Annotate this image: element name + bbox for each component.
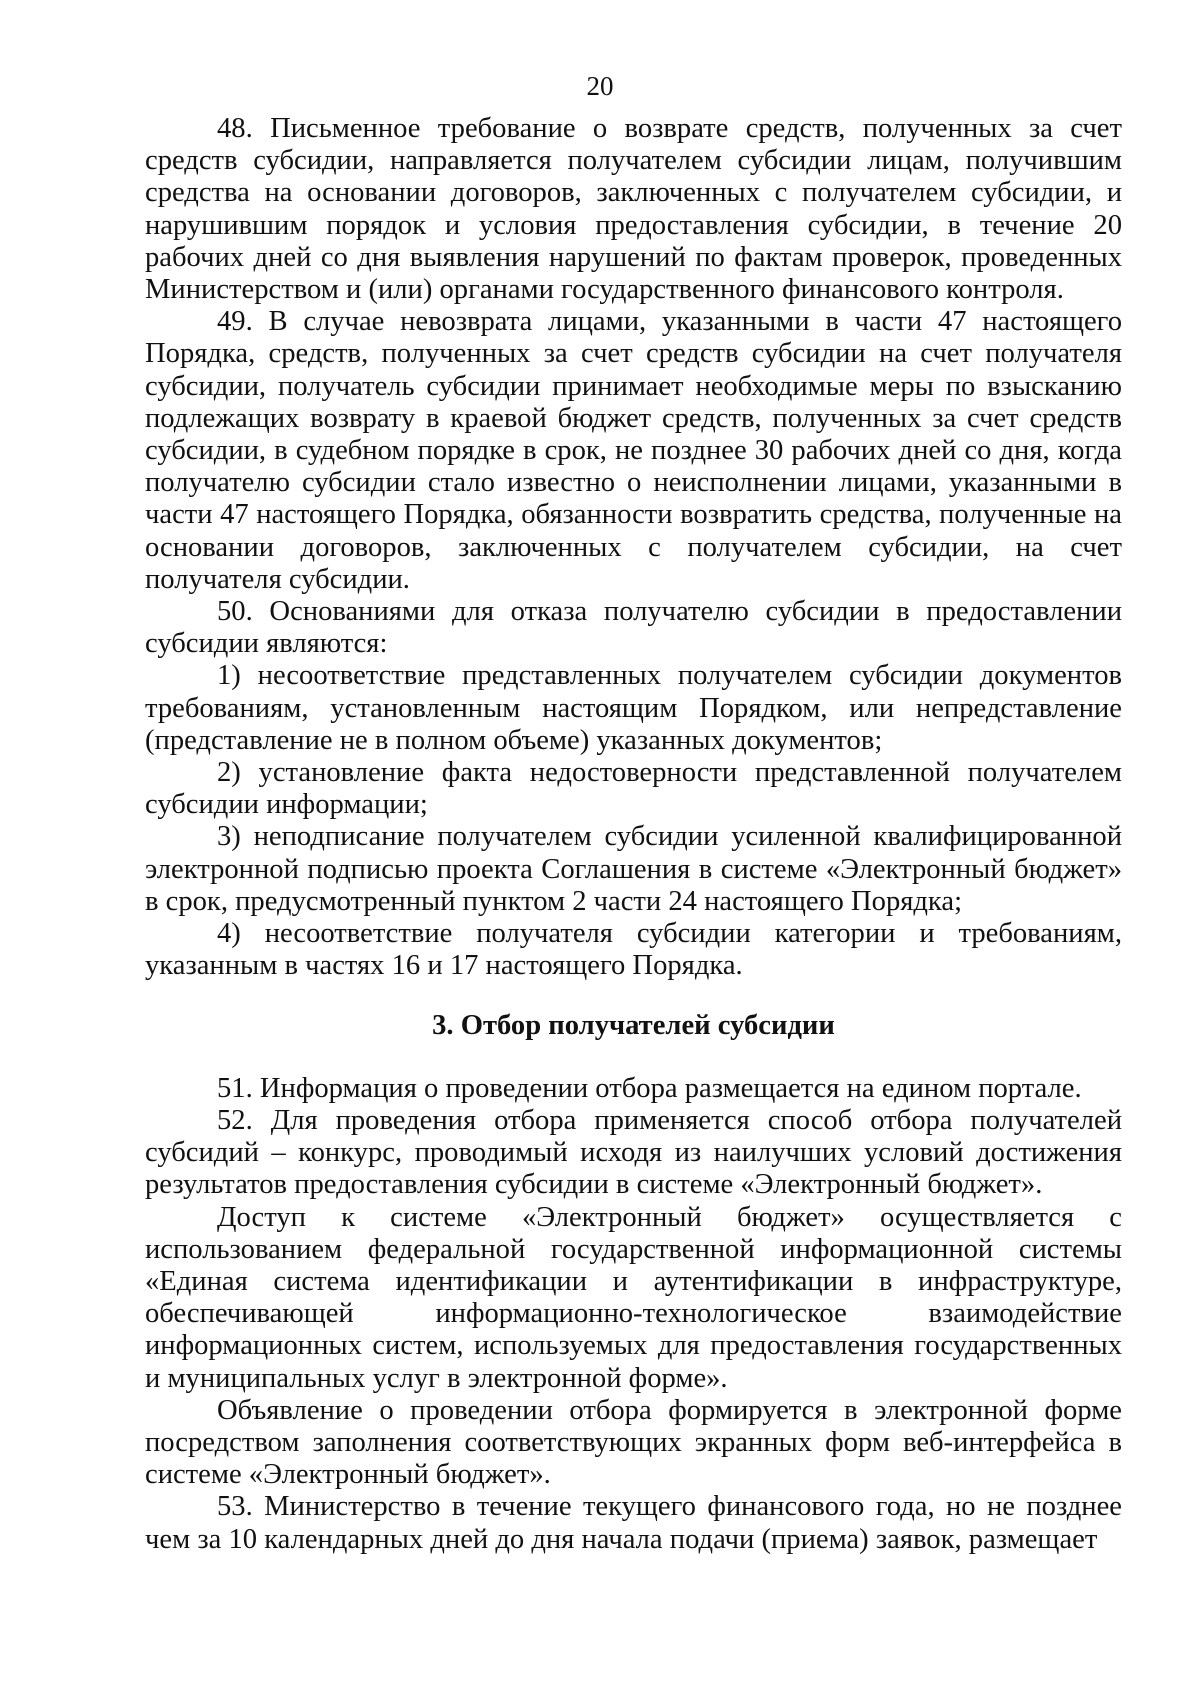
list-item-3: 3) неподписание получателем субсидии усиленной квалифицированной электронной подписью проекта Соглашения в системе «Электронный бюджет» в срок, предусмотренный пунктом 2 части 24 настоящего Порядка; [145,821,1122,917]
paragraph-48: 48. Письменное требование о возврате средств, полученных за счет средств субсидии, направляется получателем субсидии лицам, получившим средства на основании договоров, заключенных с получателем субсидии, и нарушившим порядок и условия предоставления субсидии, в течение 20 рабочих дней со дня выявления нарушений по фактам проверок, проведенных Министерством и (или) органами государственного финансового контроля. [145,113,1122,306]
list-item-2: 2) установление факта недостоверности представленной получателем субсидии информации; [145,757,1122,821]
paragraph-49: 49. В случае невозврата лицами, указанными в части 47 настоящего Порядка, средств, полученных за счет средств субсидии на счет получателя субсидии, получатель субсидии принимает необходимые меры по взысканию подлежащих возврату в краевой бюджет средств, полученных за счет средств субсидии, в судебном порядке в срок, не позднее 30 рабочих дней со дня, когда получателю субсидии стало известно о неисполнении лицами, указанными в части 47 настоящего Порядка, обязанности возвратить средства, полученные на основании договоров, заключенных с получателем субсидии, на счет получателя субсидии. [145,306,1122,595]
paragraph-access: Доступ к системе «Электронный бюджет» осуществляется с использованием федеральной государственной информационной системы «Единая система идентификации и аутентификации в инфраструктуре, обеспечивающей информационно-технологическое взаимодействие информационных систем, используемых для предоставления государственных и муниципальных услуг в электронной форме». [145,1201,1122,1394]
list-item-4: 4) несоответствие получателя субсидии категории и требованиям, указанным в частях 16 и 17 настоящего Порядка. [145,918,1122,982]
paragraph-53: 53. Министерство в течение текущего финансового года, но не позднее чем за 10 календарных дней до дня начала подачи (приема) заявок, размещает [145,1491,1122,1555]
section-heading: 3. Отбор получателей субсидии [432,1010,835,1042]
list-item-1: 1) несоответствие представленных получателем субсидии документов требованиям, установленным настоящим Порядком, или непредставление (представление не в полном объеме) указанных документов; [145,660,1122,756]
paragraph-52: 52. Для проведения отбора применяется способ отбора получателей субсидий – конкурс, проводимый исходя из наилучших условий достижения результатов предоставления субсидии в системе «Электронный бюджет». [145,1104,1122,1201]
document-body [145,113,1122,1556]
page-number: 20 [586,71,614,101]
paragraph-announcement: Объявление о проведении отбора формируется в электронной форме посредством заполнения соответствующих экранных форм веб-интерфейса в системе «Электронный бюджет». [145,1394,1122,1491]
paragraph-50: 50. Основаниями для отказа получателю субсидии в предоставлении субсидии являются: [145,596,1122,660]
paragraph-51: 51. Информация о проведении отбора размещается на едином портале. [217,1072,1082,1104]
